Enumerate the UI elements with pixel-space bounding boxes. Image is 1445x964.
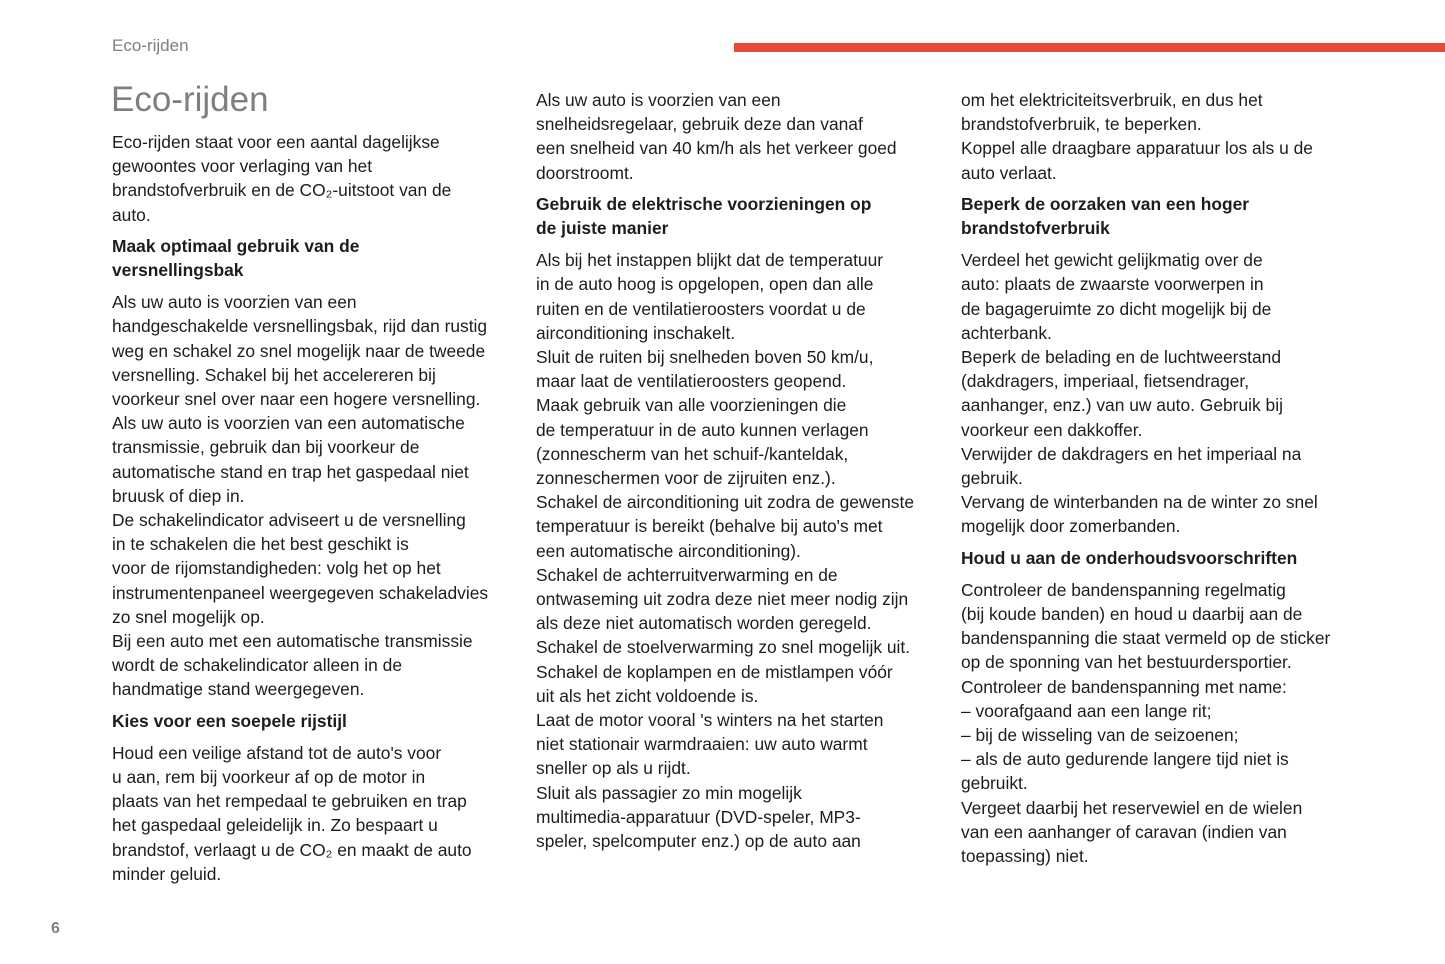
text-line: Controleer de bandenspanning regelmatig	[961, 579, 1286, 600]
text-line: Bij een auto met een automatische transmissie	[112, 631, 473, 652]
column-2	[536, 88, 956, 853]
text-line: Houd u aan de onderhoudsvoorschriften	[961, 547, 1298, 568]
text-line: transmissie, gebruik dan bij voorkeur de	[112, 437, 420, 458]
text-line: voor de rijomstandigheden: volg het op het	[112, 558, 441, 579]
text-line: Schakel de achterruitverwarming en de	[536, 564, 838, 585]
text-line: Houd een veilige afstand tot de auto's voor	[112, 742, 442, 763]
text-line: Als bij het instappen blijkt dat de temperatuur	[536, 250, 884, 271]
text-line: Verwijder de dakdragers en het imperiaal na	[961, 443, 1302, 464]
text-line: het gaspedaal geleidelijk in. Zo bespaart u	[112, 815, 438, 836]
text-line: uit als het zicht voldoende is.	[536, 685, 759, 706]
text-line: om het elektriciteitsverbruik, en dus het	[961, 90, 1263, 110]
section-heading	[961, 192, 1381, 240]
paragraph	[112, 130, 532, 227]
text-line: gebruik.	[961, 468, 1023, 489]
text-line: airconditioning inschakelt.	[536, 322, 736, 343]
text-line: Maak optimaal gebruik van de	[112, 235, 360, 256]
text-line: auto: plaats de zwaarste voorwerpen in	[961, 274, 1264, 295]
text-line: (dakdragers, imperiaal, fietsendrager,	[961, 371, 1250, 392]
text-line: De schakelindicator adviseert u de versnelling	[112, 510, 466, 531]
paragraph	[112, 741, 532, 886]
text-line: Laat de motor vooral 's winters na het starten	[536, 710, 884, 731]
text-line: plaats van het rempedaal te gebruiken en trap	[112, 791, 467, 812]
paragraph	[961, 248, 1381, 538]
text-line: handmatige stand weergegeven.	[112, 679, 365, 700]
text-line: (zonnescherm van het schuif-/kanteldak,	[536, 443, 849, 464]
text-line: brandstof, verlaagt u de CO₂ en maakt de auto	[112, 839, 472, 860]
text-line: gewoontes voor verlaging van het	[112, 156, 373, 177]
text-line: de juiste manier	[536, 218, 669, 239]
text-line: versnelling. Schakel bij het accelereren bij	[112, 364, 436, 385]
text-line: u aan, rem bij voorkeur af op de motor in	[112, 767, 426, 788]
paragraph	[961, 578, 1381, 868]
text-line: Als uw auto is voorzien van een	[536, 90, 781, 110]
text-line: achterbank.	[961, 322, 1052, 343]
text-line: Schakel de koplampen en de mistlampen vóór	[536, 661, 893, 682]
text-line: brandstofverbruik, te beperken.	[961, 114, 1202, 135]
paragraph	[112, 290, 532, 701]
text-line: instrumentenpaneel weergegeven schakeladvies	[112, 582, 489, 603]
text-line: wordt de schakelindicator alleen in de	[112, 655, 403, 676]
text-line: Sluit de ruiten bij snelheden boven 50 km/u,	[536, 347, 874, 368]
accent-bar	[734, 43, 1445, 52]
text-line: speler, spelcomputer enz.) op de auto aan	[536, 831, 861, 852]
paragraph	[536, 248, 956, 853]
text-line: Eco-rijden staat voor een aantal dagelijkse	[112, 132, 440, 152]
text-line: auto verlaat.	[961, 162, 1057, 183]
paragraph	[961, 88, 1381, 185]
page-title: Eco-rijden	[111, 80, 269, 119]
text-line: op de sponning van het bestuurdersportier.	[961, 652, 1292, 673]
text-line: weg en schakel zo snel mogelijk naar de tweede	[112, 340, 486, 361]
text-line: Kies voor een soepele rijstijl	[112, 710, 347, 731]
text-line: voorkeur snel over naar een hogere versnelling.	[112, 389, 481, 410]
text-line: Koppel alle draagbare apparatuur los als u de	[961, 138, 1313, 159]
text-line: Schakel de stoelverwarming zo snel mogelijk uit.	[536, 637, 911, 658]
text-line: Beperk de belading en de luchtweerstand	[961, 347, 1282, 368]
text-line: versnellingsbak	[112, 260, 244, 281]
text-line: zo snel mogelijk op.	[112, 606, 265, 627]
text-line: voorkeur een dakkoffer.	[961, 419, 1143, 440]
text-line: snelheidsregelaar, gebruik deze dan vanaf	[536, 114, 863, 135]
text-line: een automatische airconditioning).	[536, 540, 801, 561]
text-line: automatische stand en trap het gaspedaal niet	[112, 461, 469, 482]
section-heading	[112, 709, 532, 733]
text-line: Schakel de airconditioning uit zodra de gewenste	[536, 492, 915, 513]
text-line: – voorafgaand aan een lange rit;	[961, 700, 1212, 721]
text-line: van een aanhanger of caravan (indien van	[961, 821, 1287, 842]
text-line: – als de auto gedurende langere tijd niet is	[961, 749, 1289, 770]
text-line: bandenspanning die staat vermeld op de sticker	[961, 628, 1331, 649]
paragraph	[536, 88, 956, 185]
text-line: Vergeet daarbij het reservewiel en de wielen	[961, 797, 1303, 818]
text-line: aanhanger, enz.) van uw auto. Gebruik bij	[961, 395, 1283, 416]
text-line: ruiten en de ventilatieroosters voordat u de	[536, 298, 866, 319]
text-line: Beperk de oorzaken van een hoger	[961, 193, 1250, 214]
section-heading	[536, 192, 956, 240]
text-line: auto.	[112, 204, 151, 225]
section-heading	[961, 546, 1381, 570]
text-line: temperatuur is bereikt (behalve bij auto's met	[536, 516, 883, 537]
text-line: handgeschakelde versnellingsbak, rijd dan rustig	[112, 316, 488, 337]
text-line: multimedia-apparatuur (DVD-speler, MP3-	[536, 806, 861, 827]
text-line: een snelheid van 40 km/h als het verkeer goed	[536, 138, 897, 159]
column-3	[961, 88, 1381, 868]
text-line: mogelijk door zomerbanden.	[961, 516, 1181, 537]
text-line: gebruikt.	[961, 773, 1028, 794]
text-line: zonneschermen voor de zijruiten enz.).	[536, 468, 836, 489]
text-line: brandstofverbruik en de CO₂-uitstoot van de	[112, 180, 452, 201]
text-line: als deze niet automatisch worden geregeld.	[536, 613, 872, 634]
text-line: Gebruik de elektrische voorzieningen op	[536, 193, 872, 214]
text-line: niet stationair warmdraaien: uw auto warmt	[536, 734, 868, 755]
text-line: Maak gebruik van alle voorzieningen die	[536, 395, 847, 416]
text-line: sneller op als u rijdt.	[536, 758, 691, 779]
text-line: bruusk of diep in.	[112, 485, 245, 506]
text-line: Als uw auto is voorzien van een	[112, 292, 357, 313]
text-line: toepassing) niet.	[961, 846, 1089, 867]
text-line: brandstofverbruik	[961, 218, 1110, 239]
text-line: Sluit als passagier zo min mogelijk	[536, 782, 802, 803]
text-line: Vervang de winterbanden na de winter zo snel	[961, 492, 1318, 513]
text-line: Verdeel het gewicht gelijkmatig over de	[961, 250, 1263, 271]
running-header: Eco-rijden	[112, 36, 189, 55]
text-line: Als uw auto is voorzien van een automatische	[112, 413, 465, 434]
text-line: de temperatuur in de auto kunnen verlagen	[536, 419, 869, 440]
page-number: 6	[51, 920, 60, 937]
column-1	[112, 130, 532, 886]
text-line: maar laat de ventilatieroosters geopend.	[536, 371, 847, 392]
text-line: Controleer de bandenspanning met name:	[961, 676, 1287, 697]
text-line: (bij koude banden) en houd u daarbij aan de	[961, 604, 1303, 625]
text-line: de bagageruimte zo dicht mogelijk bij de	[961, 298, 1272, 319]
section-heading	[112, 234, 532, 282]
text-line: – bij de wisseling van de seizoenen;	[961, 725, 1239, 746]
text-line: in de auto hoog is opgelopen, open dan alle	[536, 274, 874, 295]
text-line: in te schakelen die het best geschikt is	[112, 534, 409, 555]
text-line: ontwaseming uit zodra deze niet meer nodig zijn	[536, 589, 909, 610]
text-line: minder geluid.	[112, 863, 222, 884]
text-line: doorstroomt.	[536, 162, 634, 183]
